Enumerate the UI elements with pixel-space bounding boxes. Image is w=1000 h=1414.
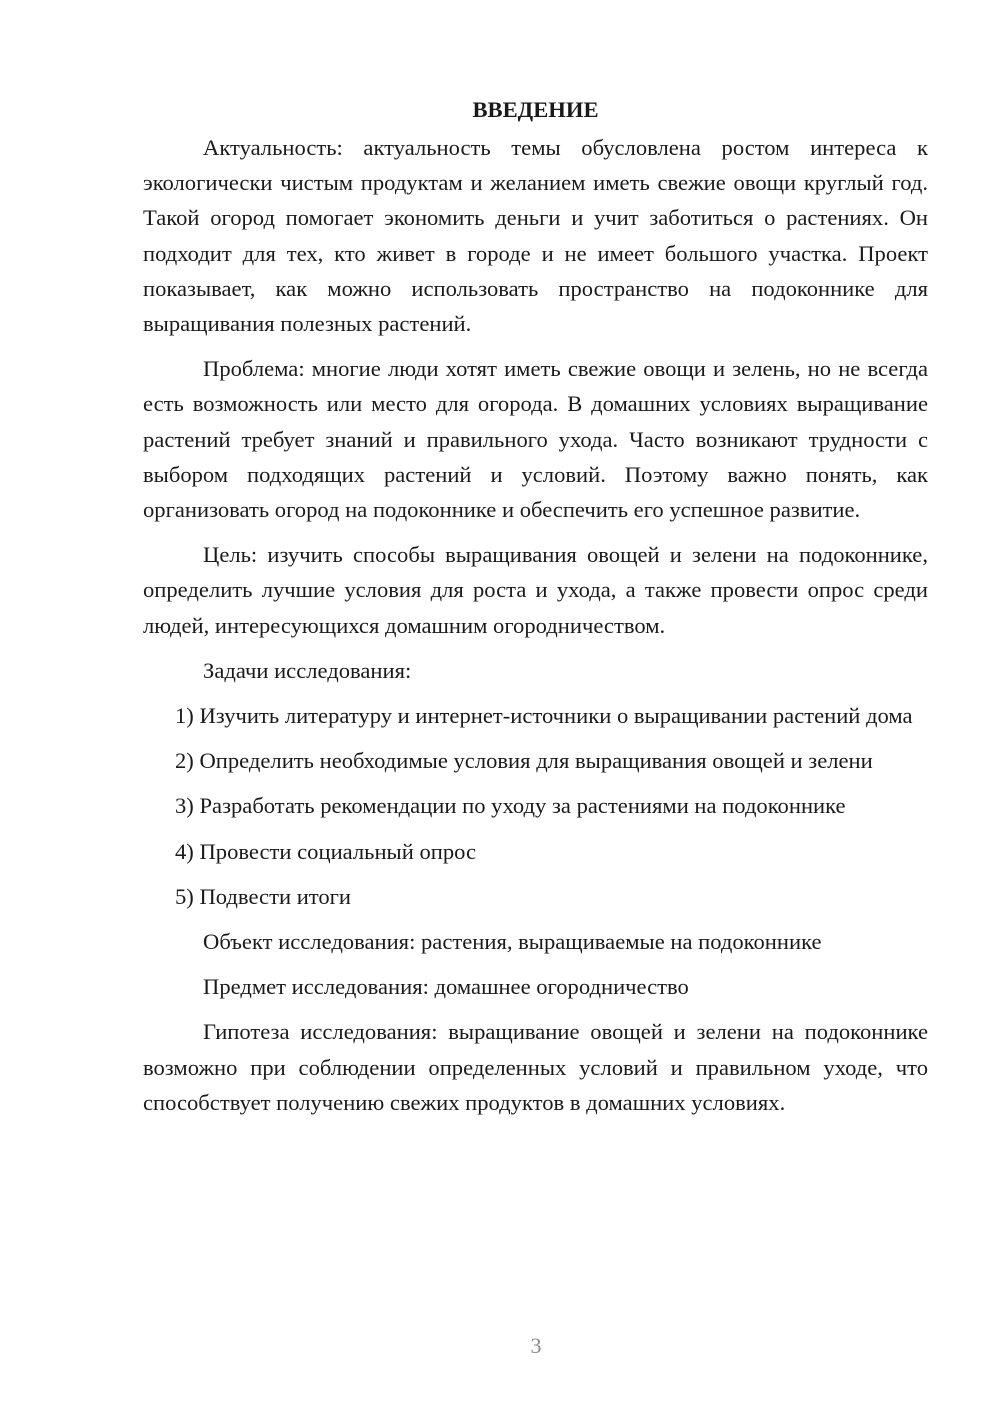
tasks-label: Задачи исследования: (203, 657, 412, 683)
research-subject: Предмет исследования: домашнее огородничество (203, 974, 689, 1000)
hypothesis-paragraph: Гипотеза исследования: выращивание овощей и зелени на подоконнике возможно при соблюдении определенных условий и правильном уходе, что способствует получению свежих продуктов в домашних условиях. (143, 1019, 928, 1115)
section-heading: ВВЕДЕНИЕ (472, 97, 599, 122)
document-page (143, 92, 928, 1120)
task-item-3: 3) Разработать рекомендации по уходу за растениями на подоконнике (175, 793, 846, 819)
task-item-1: 1) Изучить литературу и интернет-источники о выращивании растений дома (175, 703, 913, 729)
relevance-paragraph: Актуальность: актуальность темы обусловлена ростом интереса к экологически чистым продуктам и желанием иметь свежие овощи круглый год. Такой огород помогает экономить деньги и учит заботиться о растениях. Он подходит для тех, кто живет в городе и не имеет большого участка. Проект показывает, как можно использовать пространство на подоконнике для выращивания полезных растений. (143, 135, 928, 337)
problem-paragraph: Проблема: многие люди хотят иметь свежие овощи и зелень, но не всегда есть возможность или место для огорода. В домашних условиях выращивание растений требует знаний и правильного ухода. Часто возникают трудности с выбором подходящих растений и условий. Поэтому важно понять, как организовать огород на подоконнике и обеспечить его успешное развитие. (143, 356, 928, 523)
task-item-2: 2) Определить необходимые условия для выращивания овощей и зелени (175, 748, 873, 774)
goal-paragraph: Цель: изучить способы выращивания овощей и зелени на подоконнике, определить лучшие условия для роста и ухода, а также провести опрос среди людей, интересующихся домашним огородничеством. (143, 542, 928, 638)
research-object: Объект исследования: растения, выращиваемые на подоконнике (203, 929, 822, 955)
page-number: 3 (530, 1333, 542, 1358)
task-item-5: 5) Подвести итоги (175, 883, 352, 909)
task-item-4: 4) Провести социальный опрос (175, 838, 477, 864)
